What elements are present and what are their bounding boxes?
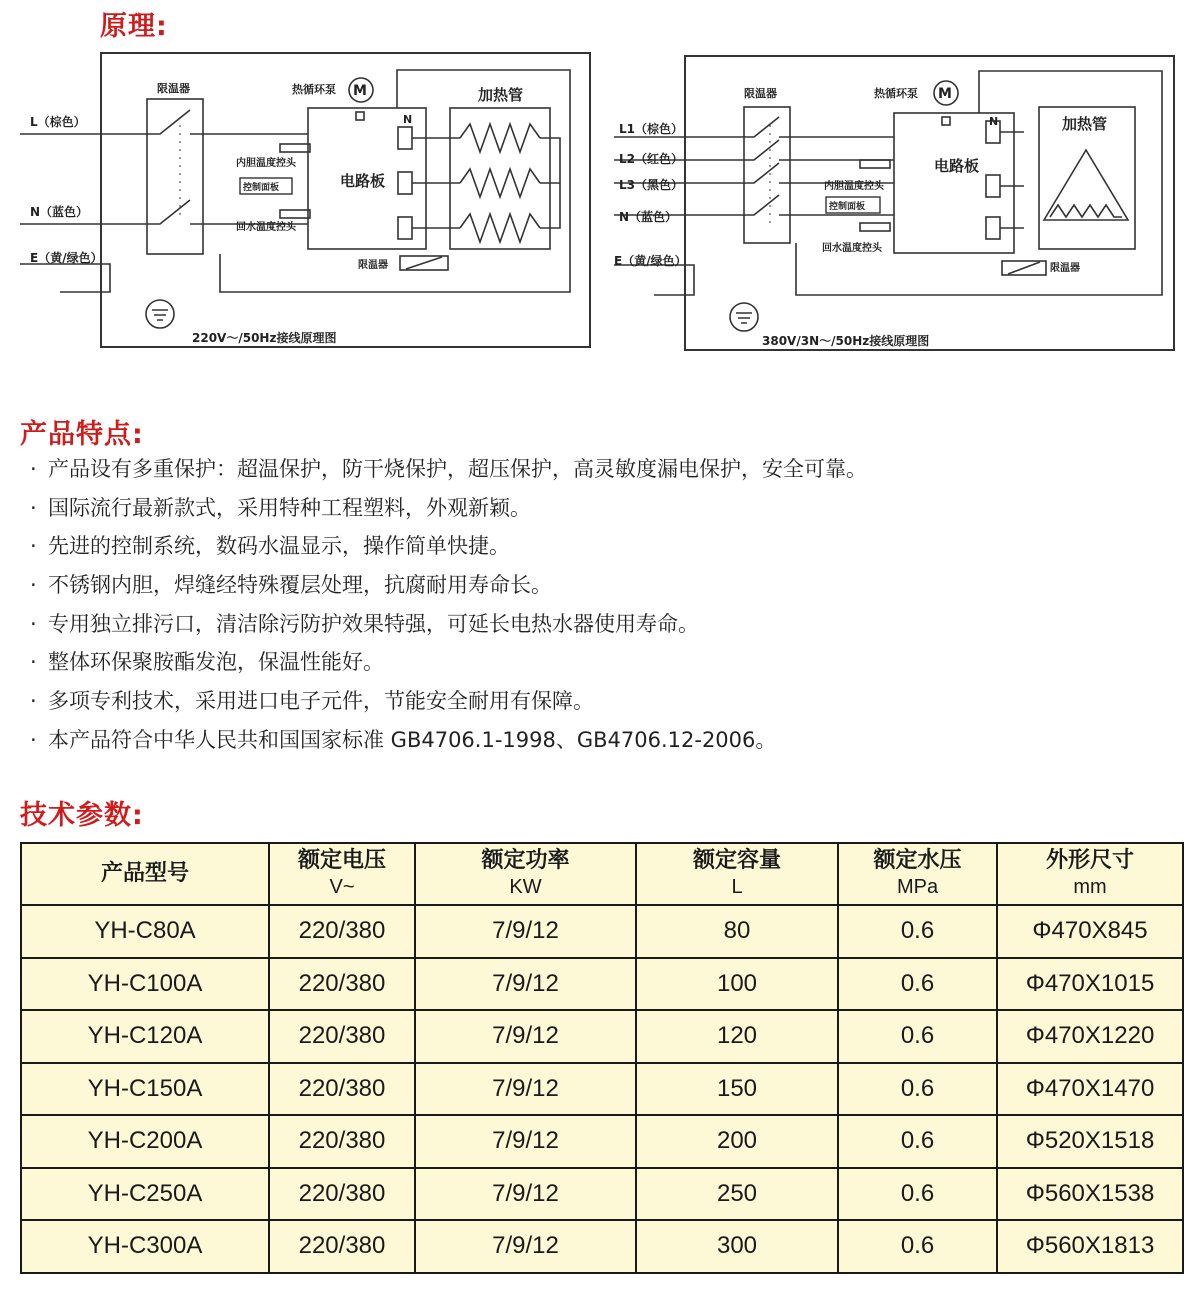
feature-text: 国际流行最新款式，采用特种工程塑料，外观新颖。 — [48, 495, 531, 520]
cell-model: YH-C300A — [21, 1220, 269, 1273]
cell-voltage: 220/380 — [269, 905, 415, 958]
specs-title: 技术参数: — [20, 800, 144, 831]
cell-power: 7/9/12 — [415, 1168, 636, 1221]
table-header-row — [21, 843, 1183, 905]
feature-text: 先进的控制系统，数码水温显示，操作简单快捷。 — [48, 534, 510, 559]
cell-pressure: 0.6 — [838, 1220, 997, 1273]
header-power: 额定功率 KW — [415, 843, 636, 905]
bullet-icon: · — [30, 495, 37, 520]
bullet-icon: · — [30, 611, 37, 636]
bullet-icon: · — [30, 689, 37, 714]
features-list — [30, 452, 867, 762]
wiring-diagram-380v — [614, 55, 1178, 357]
cell-power: 7/9/12 — [415, 1063, 636, 1116]
cell-pressure: 0.6 — [838, 1010, 997, 1063]
cell-model: YH-C200A — [21, 1115, 269, 1168]
feature-item — [30, 491, 867, 530]
wire-e-label: E（黄/绿色） — [30, 251, 103, 265]
cell-power: 7/9/12 — [415, 1115, 636, 1168]
return-temp-label: 回水温度控头 — [822, 243, 882, 254]
cell-capacity: 300 — [636, 1220, 838, 1273]
cell-pressure: 0.6 — [838, 1168, 997, 1221]
table-row — [21, 905, 1183, 958]
limiter-label: 限温器 — [744, 87, 777, 100]
feature-item — [30, 529, 867, 568]
cell-voltage: 220/380 — [269, 1063, 415, 1116]
bullet-icon: · — [30, 650, 37, 675]
feature-text: 整体环保聚胺酯发泡，保温性能好。 — [48, 650, 384, 675]
header-voltage: 额定电压 V~ — [269, 843, 415, 905]
wiring-diagram-380v-svg — [614, 55, 1178, 353]
feature-text: 产品设有多重保护：超温保护，防干烧保护，超压保护，高灵敏度漏电保护，安全可靠。 — [48, 457, 867, 481]
hot-cycle-label: 热循环泵 — [292, 83, 336, 96]
cell-dimensions: Φ470X845 — [997, 905, 1183, 958]
limiter2-label: 限温器 — [358, 260, 388, 271]
wire-l3-label: L3（黑色） — [619, 178, 683, 192]
limiter2-label: 限温器 — [1050, 263, 1080, 274]
cell-dimensions: Φ560X1813 — [997, 1220, 1183, 1273]
cell-dimensions: Φ470X1470 — [997, 1063, 1183, 1116]
cell-model: YH-C150A — [21, 1063, 269, 1116]
cell-voltage: 220/380 — [269, 1220, 415, 1273]
wire-l2-label: L2（红色） — [619, 152, 683, 166]
feature-item — [30, 607, 867, 646]
header-capacity: 额定容量 L — [636, 843, 838, 905]
wiring-diagram-220v-svg — [30, 52, 594, 350]
n-terminal-label: N — [989, 115, 999, 128]
table-row — [21, 1115, 1183, 1168]
wire-e-label: E（黄/绿色） — [614, 254, 687, 268]
cell-power: 7/9/12 — [415, 958, 636, 1011]
motor-symbol: M — [353, 83, 367, 99]
cell-dimensions: Φ470X1220 — [997, 1010, 1183, 1063]
feature-item — [30, 723, 867, 762]
cell-capacity: 80 — [636, 905, 838, 958]
cell-pressure: 0.6 — [838, 1115, 997, 1168]
diagram-380-caption: 380V/3N～/50Hz接线原理图 — [762, 334, 930, 348]
diagram-220-caption: 220V～/50Hz接线原理图 — [192, 331, 337, 345]
cell-power: 7/9/12 — [415, 1220, 636, 1273]
n-terminal-label: N — [403, 113, 413, 126]
table-row — [21, 1220, 1183, 1273]
cell-power: 7/9/12 — [415, 1010, 636, 1063]
heater-label: 加热管 — [478, 86, 524, 104]
motor-symbol: M — [938, 86, 952, 102]
feature-item — [30, 645, 867, 684]
bullet-icon: · — [30, 457, 37, 481]
header-model: 产品型号 — [21, 843, 269, 905]
cell-dimensions: Φ560X1538 — [997, 1168, 1183, 1221]
wire-l-label: L（棕色） — [30, 115, 86, 129]
cell-voltage: 220/380 — [269, 1115, 415, 1168]
feature-item — [30, 452, 867, 491]
hot-cycle-label: 热循环泵 — [874, 87, 918, 100]
spec-table — [20, 842, 1184, 1274]
header-dimensions: 外形尺寸 mm — [997, 843, 1183, 905]
wiring-diagram-220v — [30, 52, 594, 354]
cell-voltage: 220/380 — [269, 958, 415, 1011]
cell-capacity: 100 — [636, 958, 838, 1011]
cell-voltage: 220/380 — [269, 1010, 415, 1063]
cell-pressure: 0.6 — [838, 958, 997, 1011]
cell-dimensions: Φ470X1015 — [997, 958, 1183, 1011]
feature-text: 不锈钢内胆，焊缝经特殊覆层处理，抗腐耐用寿命长。 — [48, 573, 552, 598]
cell-pressure: 0.6 — [838, 905, 997, 958]
wire-l1-label: L1（棕色） — [619, 122, 683, 136]
cell-capacity: 150 — [636, 1063, 838, 1116]
cell-capacity: 120 — [636, 1010, 838, 1063]
cell-model: YH-C120A — [21, 1010, 269, 1063]
inner-temp-label: 内胆温度控头 — [824, 181, 884, 192]
table-row — [21, 1168, 1183, 1221]
feature-item — [30, 684, 867, 723]
table-row — [21, 958, 1183, 1011]
heater-label: 加热管 — [1062, 115, 1108, 133]
feature-item — [30, 568, 867, 607]
limiter-label: 限温器 — [157, 82, 190, 95]
inner-temp-label: 内胆温度控头 — [236, 158, 296, 169]
board-label: 电路板 — [340, 172, 386, 190]
principle-title: 原理: — [100, 11, 168, 42]
cell-voltage: 220/380 — [269, 1168, 415, 1221]
table-row — [21, 1010, 1183, 1063]
cell-model: YH-C80A — [21, 905, 269, 958]
cell-power: 7/9/12 — [415, 905, 636, 958]
cell-dimensions: Φ520X1518 — [997, 1115, 1183, 1168]
header-pressure: 额定水压 MPa — [838, 843, 997, 905]
control-panel-label: 控制面板 — [829, 202, 866, 212]
return-temp-label: 回水温度控头 — [236, 222, 296, 233]
feature-text: 专用独立排污口，清洁除污防护效果特强，可延长电热水器使用寿命。 — [48, 611, 699, 636]
features-title: 产品特点: — [20, 419, 144, 450]
board-label: 电路板 — [934, 157, 980, 175]
bullet-icon: · — [30, 534, 37, 559]
cell-model: YH-C100A — [21, 958, 269, 1011]
feature-text: 本产品符合中华人民共和国国家标准 GB4706.1-1998、GB4706.12-2006。 — [48, 727, 777, 752]
control-panel-label: 控制面板 — [243, 183, 280, 193]
bullet-icon: · — [30, 727, 37, 752]
feature-text: 多项专利技术，采用进口电子元件，节能安全耐用有保障。 — [48, 689, 594, 714]
cell-pressure: 0.6 — [838, 1063, 997, 1116]
cell-capacity: 200 — [636, 1115, 838, 1168]
bullet-icon: · — [30, 573, 37, 598]
wire-n-label: N（蓝色） — [30, 205, 89, 219]
wire-n-label: N（蓝色） — [619, 210, 678, 224]
table-row — [21, 1063, 1183, 1116]
cell-model: YH-C250A — [21, 1168, 269, 1221]
cell-capacity: 250 — [636, 1168, 838, 1221]
